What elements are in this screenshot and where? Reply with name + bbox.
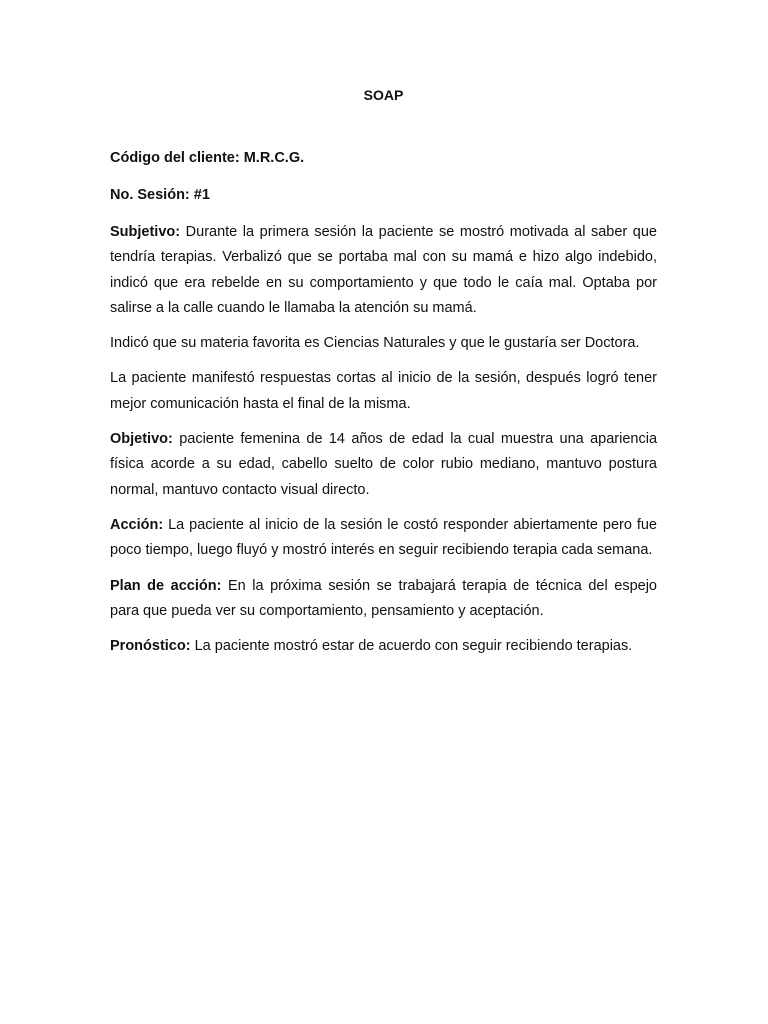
paragraph-favorite-subject [110,331,657,356]
section-text: En la próxima sesión se trabajará terapia de técnica del espejo para que pueda ver su comportamiento, pensamiento y aceptación. [110,577,657,619]
document-title: SOAP [363,87,404,103]
section-label: Subjetivo: [110,224,181,240]
section-text: paciente femenina de 14 años de edad la cual muestra una apariencia física acorde a su edad, cabello suelto de color rubio mediano, mantuvo postura normal, mantuvo contacto visual directo. [110,431,658,498]
section-prognosis [110,634,657,659]
section-label: Pronóstico: [110,638,191,655]
session-number: No. Sesión: #1 [110,187,210,203]
section-text: La paciente manifestó respuestas cortas al inicio de la sesión, después logró tener mejor comunicación hasta el final de la misma. [110,370,657,412]
section-text: Durante la primera sesión la paciente se mostró motivada al saber que tendría terapias. Verbalizó que se portaba mal con su mamá e hizo algo indebido, indicó que era rebelde en su comportamiento y que todo le caía mal. Optaba por salirse a la calle cuando le llamaba la atención su mamá. [110,224,657,316]
section-label: Plan de acción: [110,577,222,594]
section-text: La paciente al inicio de la sesión le costó responder abiertamente pero fue poco tiempo, luego fluyó y mostró interés en seguir recibiendo terapia cada semana. [110,516,657,559]
paragraph-communication [110,366,657,417]
section-action-plan [110,574,657,625]
section-text: La paciente mostró estar de acuerdo con seguir recibiendo terapias. [194,638,633,655]
section-subjective [110,220,657,321]
client-code: Código del cliente: M.R.C.G. [110,150,305,166]
section-label: Objetivo: [110,431,173,448]
document-body [110,220,657,669]
section-objective [110,427,657,503]
section-label: Acción: [110,516,164,533]
section-text: Indicó que su materia favorita es Ciencias Naturales y que le gustaría ser Doctora. [110,335,640,352]
section-action [110,513,657,564]
